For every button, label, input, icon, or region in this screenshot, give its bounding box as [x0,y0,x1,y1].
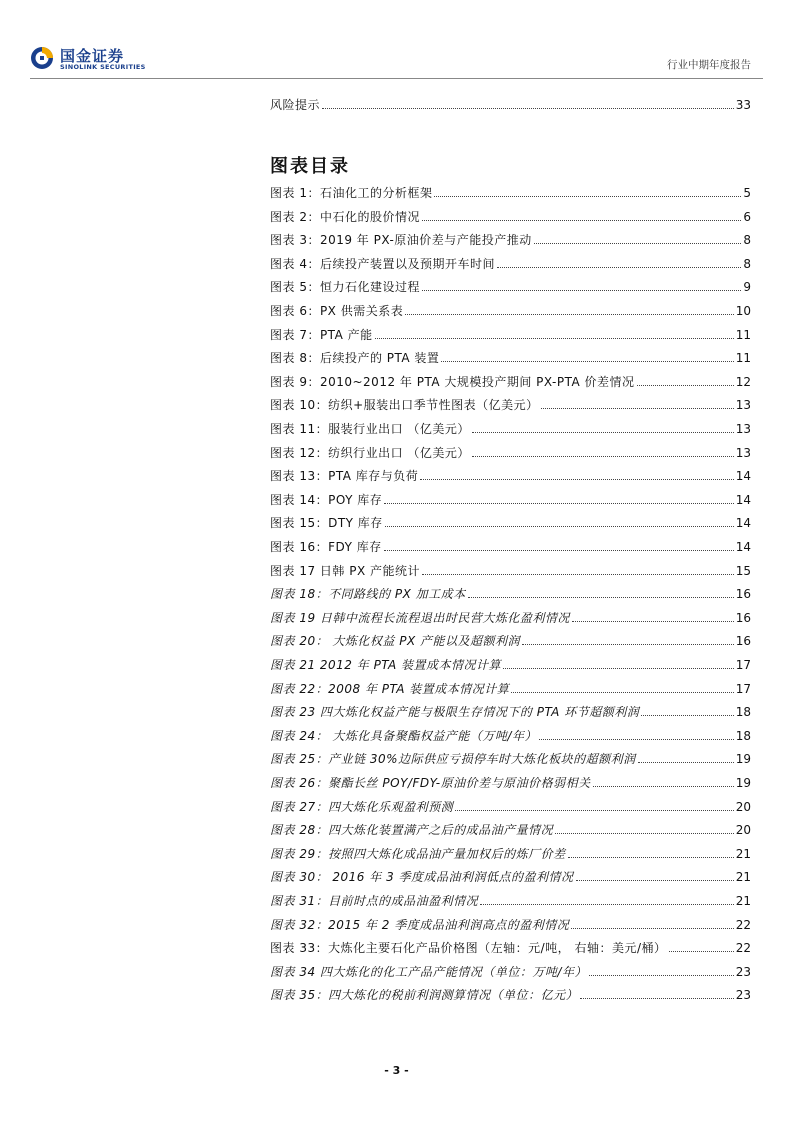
figure-entry-page: 22 [735,941,751,956]
dot-leader [422,574,734,575]
figure-entry-title: 图表 1：石油化工的分析框架 [270,186,433,200]
dot-leader [503,668,734,669]
figure-entry[interactable] [270,585,751,603]
figure-entry-page: 23 [735,988,751,1003]
dot-leader [434,196,741,197]
figure-entry[interactable] [270,491,751,509]
report-type: 行业中期年度报告 [667,59,751,71]
figure-entry-title: 图表 25：产业链 30%边际供应亏损停车时大炼化板块的超额利润 [270,752,636,767]
figure-entry-page: 6 [743,209,751,224]
figure-entry[interactable] [270,278,751,296]
figure-entry-page: 21 [735,894,751,908]
figure-entry-title: 图表 35：四大炼化的税前利润测算情况（单位：亿元） [270,988,579,1003]
figure-entry-title: 图表 24： 大炼化具备聚酯权益产能（万吨/年） [270,728,537,743]
figure-entry-title: 图表 20： 大炼化权益 PX 产能以及超额利润 [270,634,520,649]
figure-entry-page: 11 [735,351,751,366]
dot-leader [441,361,733,362]
figure-entry-title: 图表 10：纺织+服装出口季节性图表（亿美元） [270,398,539,413]
figure-entry-page: 19 [735,776,751,790]
dot-leader [522,644,734,645]
figure-entry-page: 12 [735,374,751,389]
figure-entry-page: 13 [735,422,751,436]
figure-entry[interactable] [270,609,751,627]
figure-entry-title: 图表 6：PX 供需关系表 [270,304,404,318]
figure-entry-page: 14 [735,540,751,554]
dot-leader [472,432,734,433]
figure-entry-page: 10 [735,304,751,318]
figure-entry[interactable] [270,845,751,863]
figure-entry[interactable] [270,538,751,556]
figure-entry-title: 图表 15：DTY 库存 [270,516,383,531]
figure-entry-page: 22 [735,917,751,932]
figure-entry[interactable] [270,774,751,792]
figure-entry-page: 17 [735,681,751,696]
dot-leader [593,786,734,787]
figure-entry[interactable] [270,349,751,367]
figure-entry[interactable] [270,680,751,698]
brand-name-en: SINOLINK SECURITIES [60,63,146,71]
figure-entry-title: 图表 2：中石化的股价情况 [270,209,420,224]
dot-leader [568,857,734,858]
figure-entry-page: 23 [735,964,751,979]
figure-entry[interactable] [270,821,751,839]
figure-entry-page: 11 [735,327,751,342]
figure-entry-title: 图表 4：后续投产装置以及预期开车时间 [270,256,495,271]
brand-logo-icon [30,46,54,70]
dot-leader [534,243,742,244]
figure-entry[interactable] [270,302,751,320]
figure-entry-title: 图表 21 2012 年 PTA 装置成本情况计算 [270,658,502,672]
figure-entry-title: 图表 18：不同路线的 PX 加工成本 [270,587,466,602]
dot-leader [637,385,734,386]
dot-leader [669,951,734,952]
figure-entry-title: 图表 33：大炼化主要石化产品价格图（左轴：元/吨， 右轴：美元/桶） [270,941,667,956]
figure-entry[interactable] [270,916,751,934]
figure-entry-page: 16 [735,587,751,602]
toc-entry-title: 风险提示 [270,98,321,112]
figure-entry[interactable] [270,798,751,816]
dot-leader [571,928,734,929]
header-divider [30,78,763,79]
figure-entry-title: 图表 22：2008 年 PTA 装置成本情况计算 [270,681,510,696]
figure-entry[interactable] [270,514,751,532]
figure-entry-page: 17 [735,658,751,672]
figure-entry-page: 8 [743,233,751,248]
figure-entry-title: 图表 14：POY 库存 [270,492,383,507]
dot-leader [422,290,741,291]
figure-entry-title: 图表 26：聚酯长丝 POY/FDY-原油价差与原油价格弱相关 [270,776,591,790]
figure-entry[interactable] [270,444,751,462]
figure-entry-title: 图表 9：2010~2012 年 PTA 大规模投产期间 PX-PTA 价差情况 [270,374,635,389]
figure-entry-title: 图表 7：PTA 产能 [270,327,373,342]
figure-entry-title: 图表 11：服装行业出口 （亿美元） [270,422,470,436]
figure-entry[interactable] [270,231,751,249]
brand-logo [30,44,170,76]
dot-leader [580,998,734,999]
figure-entry[interactable] [270,396,751,414]
figure-list-title: 图表目录 [270,156,350,177]
brand-name-cn: 国金证券 [60,47,125,65]
figure-entry-title: 图表 31：目前时点的成品油盈利情况 [270,894,479,908]
figure-entry-title: 图表 8：后续投产的 PTA 装置 [270,351,440,366]
figure-entry[interactable] [270,892,751,910]
figure-entry-title: 图表 12：纺织行业出口 （亿美元） [270,445,470,460]
figure-entry[interactable] [270,750,751,768]
figure-entry-page: 16 [735,610,751,625]
figure-entry-title: 图表 17 日韩 PX 产能统计 [270,563,420,578]
figure-entry-page: 8 [743,256,751,271]
dot-leader [539,739,734,740]
figure-entry-title: 图表 32：2015 年 2 季度成品油利润高点的盈利情况 [270,917,570,932]
dot-leader [555,833,734,834]
figure-entry-title: 图表 29：按照四大炼化成品油产量加权后的炼厂价差 [270,846,566,861]
dot-leader [455,810,734,811]
figure-entry[interactable] [270,467,751,485]
dot-leader [385,526,734,527]
figure-entry[interactable] [270,963,751,981]
figure-entry[interactable] [270,727,751,745]
figure-entry-title: 图表 34 四大炼化的化工产品产能情况（单位：万吨/年） [270,964,587,979]
figure-entry[interactable] [270,939,751,957]
figure-entry-page: 14 [735,492,751,507]
figure-entry-page: 18 [735,705,751,720]
figure-entry-page: 9 [743,280,751,295]
figure-entry[interactable] [270,986,751,1004]
figure-entry-page: 20 [735,799,751,814]
dot-leader [541,408,734,409]
figure-entry-page: 18 [735,728,751,743]
dot-leader [572,621,734,622]
figure-entry-page: 5 [743,186,751,200]
figure-entry-page: 13 [735,398,751,413]
figure-entry-title: 图表 13：PTA 库存与负荷 [270,469,419,484]
page-header [0,0,793,80]
figure-entry[interactable] [270,184,751,202]
dot-leader [497,267,741,268]
figure-entry-title: 图表 3：2019 年 PX-原油价差与产能投产推动 [270,233,532,248]
figure-entry[interactable] [270,208,751,226]
figure-entry-page: 15 [735,563,751,578]
figure-entry-title: 图表 30： 2016 年 3 季度成品油利润低点的盈利情况 [270,870,574,885]
dot-leader [576,880,734,881]
figure-entry[interactable] [270,255,751,273]
figure-entry[interactable] [270,868,751,886]
dot-leader [322,108,734,109]
figure-entry-page: 16 [735,634,751,649]
dot-leader [641,715,734,716]
dot-leader [384,550,734,551]
toc-entry-page: 33 [735,98,751,112]
dot-leader [589,975,734,976]
dot-leader [468,597,734,598]
figure-entry[interactable] [270,420,751,438]
figure-entry-title: 图表 19 日韩中流程长流程退出时民营大炼化盈利情况 [270,610,570,625]
dot-leader [375,338,734,339]
figure-entry-page: 13 [735,445,751,460]
dot-leader [480,904,734,905]
figure-entry-page: 14 [735,516,751,531]
figure-entry-title: 图表 16：FDY 库存 [270,540,382,554]
figure-entry[interactable] [270,373,751,391]
figure-entry-page: 14 [735,469,751,484]
figure-entry[interactable] [270,656,751,674]
figure-entry[interactable] [270,632,751,650]
dot-leader [511,692,733,693]
figure-entry[interactable] [270,326,751,344]
figure-entry-title: 图表 28：四大炼化装置满产之后的成品油产量情况 [270,823,554,838]
toc-entry-risk[interactable] [270,96,751,114]
figure-entry-page: 19 [735,752,751,767]
dot-leader [472,456,734,457]
figure-entry-page: 21 [735,870,751,885]
dot-leader [420,479,733,480]
figure-entry-title: 图表 23 四大炼化权益产能与极限生存情况下的 PTA 环节超额利润 [270,705,640,720]
figure-entry-page: 20 [735,823,751,838]
figure-entry-title: 图表 5：恒力石化建设过程 [270,280,420,295]
figure-entry[interactable] [270,562,751,580]
dot-leader [384,503,733,504]
dot-leader [422,220,741,221]
figure-entry[interactable] [270,703,751,721]
figure-entry-page: 21 [735,846,751,861]
page-number: - 3 - [384,1064,409,1077]
dot-leader [405,314,733,315]
figure-entry-title: 图表 27：四大炼化乐观盈利预测 [270,799,454,814]
dot-leader [638,762,734,763]
